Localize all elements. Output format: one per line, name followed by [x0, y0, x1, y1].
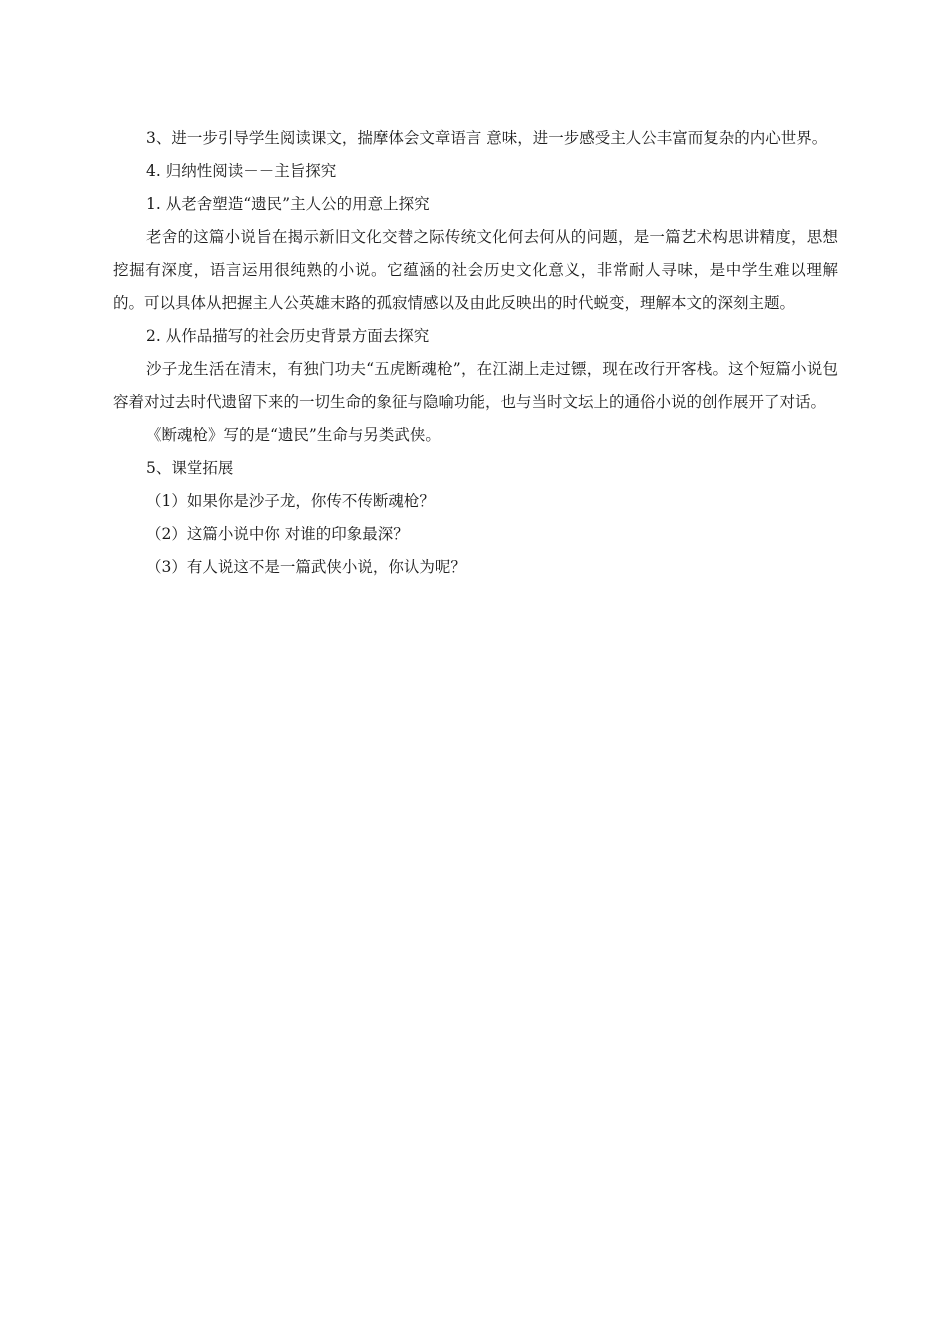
question-item: （1）如果你是沙子龙，你传不传断魂枪？ [146, 492, 435, 510]
document-body [113, 122, 838, 584]
question-item: （2）这篇小说中你 对谁的印象最深？ [146, 525, 409, 543]
question-item: （3）有人说这不是一篇武侠小说，你认为呢？ [146, 558, 466, 576]
subheading-2: 2. 从作品描写的社会历史背景方面去探究 [146, 327, 430, 345]
paragraph-theme: 老舍的这篇小说旨在揭示新旧文化交替之际传统文化何去何从的问题，是一篇艺术构思讲精度，思想挖掘有深度，语言运用很纯熟的小说。它蕴涵的社会历史文化意义，非常耐人寻味，是中学生难以理解的。可以具体从把握主人公英雄末路的孤寂情感以及由此反映出的时代蜕变，理解本文的深刻主题。 [113, 228, 838, 312]
heading-step-5: 5、课堂拓展 [146, 459, 234, 477]
heading-step-4: 4. 归纳性阅读－－主旨探究 [146, 162, 337, 180]
subheading-1: 1. 从老舍塑造“遗民”主人公的用意上探究 [146, 195, 430, 213]
paragraph-summary: 《断魂枪》写的是“遗民”生命与另类武侠。 [146, 426, 441, 444]
paragraph-background: 沙子龙生活在清末，有独门功夫“五虎断魂枪”，在江湖上走过镖，现在改行开客栈。这个短篇小说包容着对过去时代遗留下来的一切生命的象征与隐喻功能，也与当时文坛上的通俗小说的创作展开了对话。 [113, 360, 838, 411]
paragraph-step-3: 3、进一步引导学生阅读课文，揣摩体会文章语言 意味，进一步感受主人公丰富而复杂的内心世界。 [146, 129, 828, 147]
